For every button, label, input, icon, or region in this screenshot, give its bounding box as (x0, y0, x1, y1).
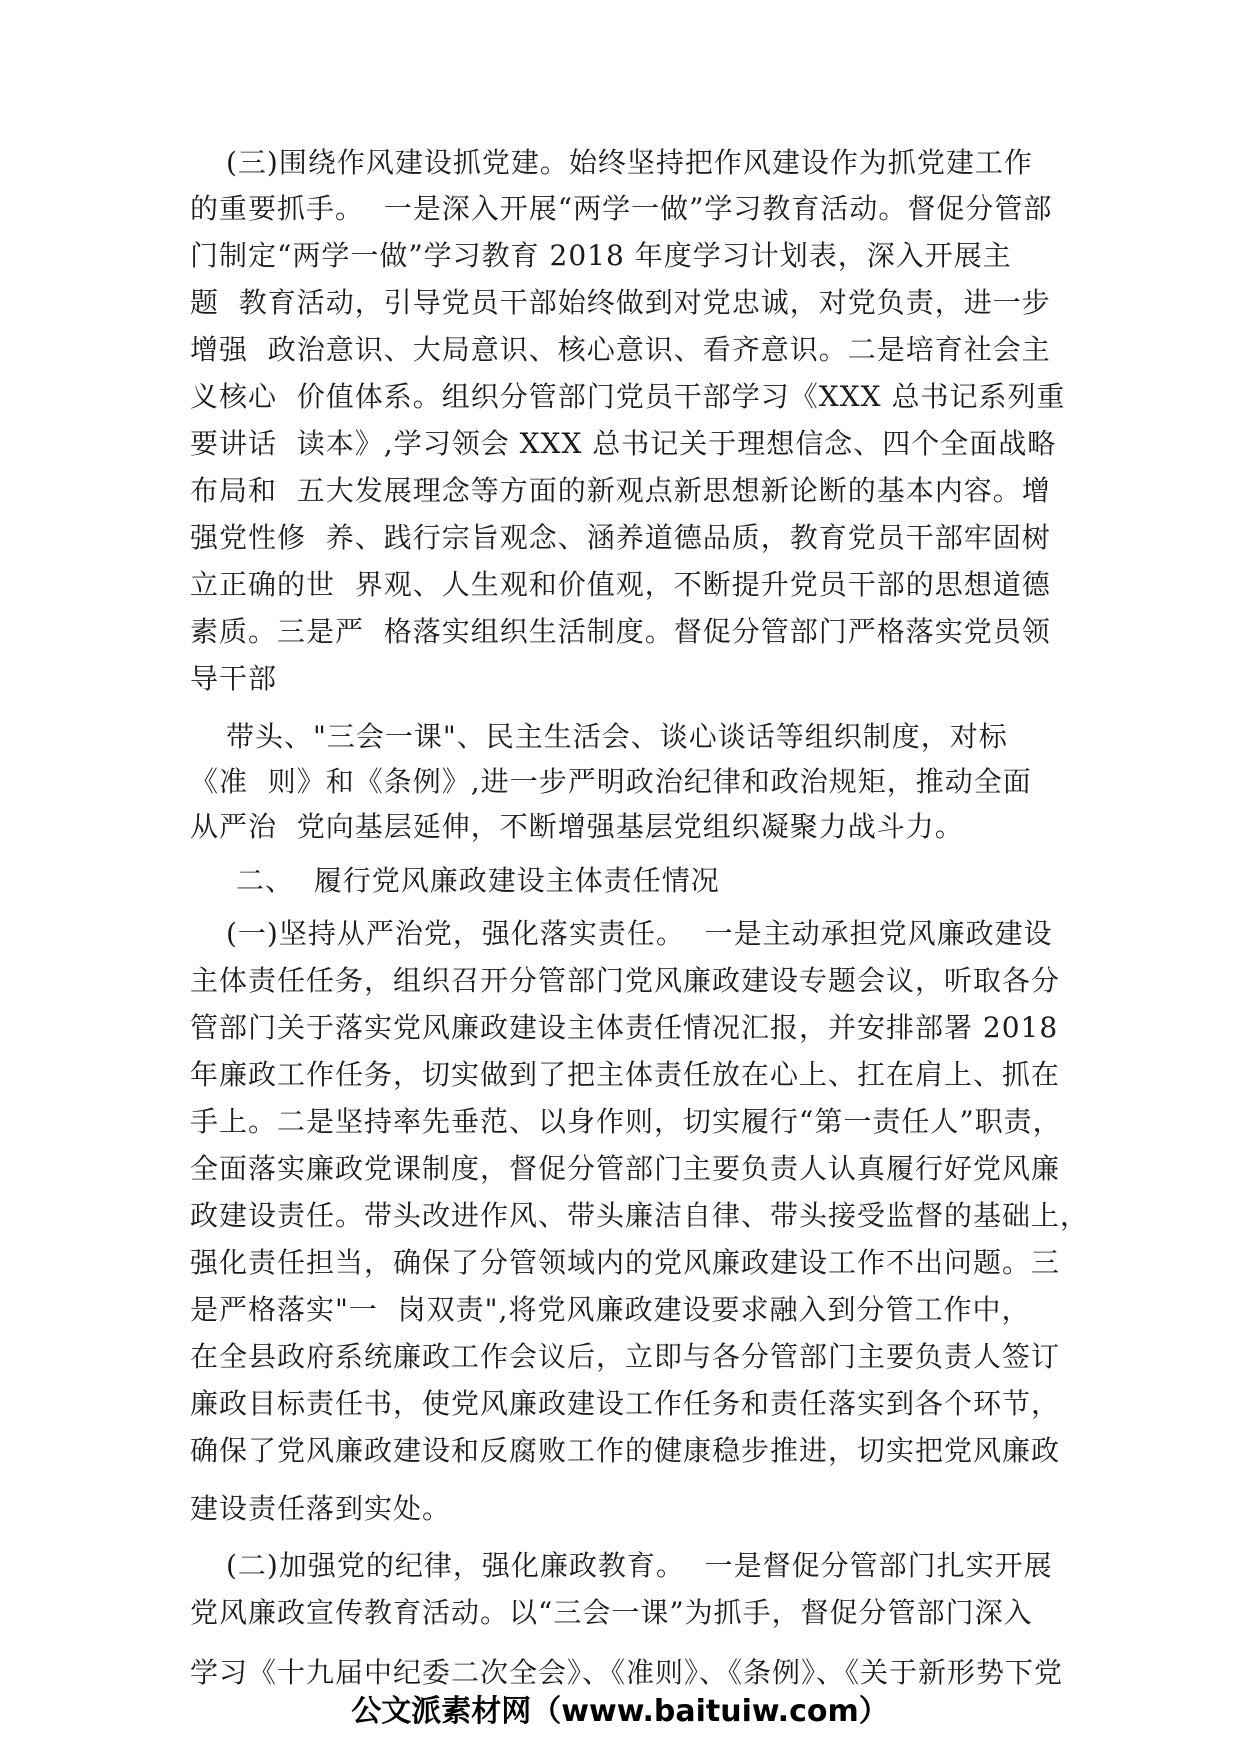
text-line: 学习《十九届中纪委二次全会》、《准则》、《条例》、《关于新形势下党 (190, 1656, 1064, 1689)
text-line: 全面落实廉政党课制度，督促分管部门主要负责人认真履行好党风廉 (190, 1152, 1061, 1185)
text-line: 年廉政工作任务，切实做到了把主体责任放在心上、扛在肩上、抓在 (190, 1058, 1061, 1091)
section-heading: 二、 履行党风廉政建设主体责任情况 (236, 864, 720, 897)
text-line: 《准 则》和《条例》,进一步严明政治纪律和政治规矩，推动全面 (190, 765, 1032, 798)
text-line: 确保了党风廉政建设和反腐败工作的健康稳步推进，切实把党风廉政 (190, 1434, 1061, 1467)
text-line: 主体责任任务，组织召开分管部门党风廉政建设专题会议，听取各分 (190, 964, 1061, 997)
text-line: 建设责任落到实处。 (190, 1492, 452, 1525)
text-line: 立正确的世 界观、人生观和价值观，不断提升党员干部的思想道德 (190, 568, 1051, 601)
text-line: 增强 政治意识、大局意识、核心意识、看齐意识。二是培育社会主 (190, 333, 1051, 366)
text-line: 门制定“两学一做”学习教育 2018 年度学习计划表，深入开展主 (190, 239, 1012, 272)
footer-source: 公文派素材网（www.baituiw.com） (351, 1694, 889, 1729)
text-line: 在全县政府系统廉政工作会议后，立即与各分管部门主要负责人签订 (190, 1340, 1061, 1373)
text-line: 题 教育活动，引导党员干部始终做到对党忠诚，对党负责，进一步 (190, 286, 1051, 319)
text-line: 带头、"三会一课"、民主生活会、谈心谈话等组织制度，对标 (226, 720, 1008, 753)
text-line: 党风廉政宣传教育活动。以“三会一课”为抓手，督促分管部门深入 (190, 1596, 1033, 1629)
text-line: 是严格落实"一 岗双责",将党风廉政建设要求融入到分管工作中， (190, 1293, 1031, 1326)
text-line: 的重要抓手。 一是深入开展“两学一做”学习教育活动。督促分管部 (190, 192, 1053, 225)
text-line: 政建设责任。带头改进作风、带头廉洁自律、带头接受监督的基础上， (190, 1199, 1090, 1232)
text-line: (一)坚持从严治党，强化落实责任。 一是主动承担党风廉政建设 (226, 917, 1053, 950)
text-line: 强党性修 养、践行宗旨观念、涵养道德品质，教育党员干部牢固树 (190, 521, 1051, 554)
text-line: 管部门关于落实党风廉政建设主体责任情况汇报，并安排部署 2018 (190, 1011, 1059, 1044)
text-line: 素质。三是严 格落实组织生活制度。督促分管部门严格落实党员领 (190, 615, 1051, 648)
text-line: (三)围绕作风建设抓党建。始终坚持把作风建设作为抓党建工作 (226, 146, 1033, 179)
text-line: 导干部 (190, 662, 278, 695)
text-line: (二)加强党的纪律，强化廉政教育。 一是督促分管部门扎实开展 (226, 1549, 1053, 1582)
text-line: 廉政目标责任书，使党风廉政建设工作任务和责任落实到各个环节， (190, 1387, 1061, 1420)
text-line: 手上。二是坚持率先垂范、以身作则，切实履行“第一责任人”职责， (190, 1105, 1062, 1138)
text-line: 从严治 党向基层延伸，不断增强基层党组织凝聚力战斗力。 (190, 810, 964, 843)
text-line: 要讲话 读本》,学习领会 XXX 总书记关于理想信念、四个全面战略 (190, 427, 1057, 460)
text-line: 义核心 价值体系。组织分管部门党员干部学习《XXX 总书记系列重 (190, 380, 1066, 413)
text-line: 布局和 五大发展理念等方面的新观点新思想新论断的基本内容。增 (190, 474, 1051, 507)
text-line: 强化责任担当，确保了分管领域内的党风廉政建设工作不出问题。三 (190, 1246, 1061, 1279)
